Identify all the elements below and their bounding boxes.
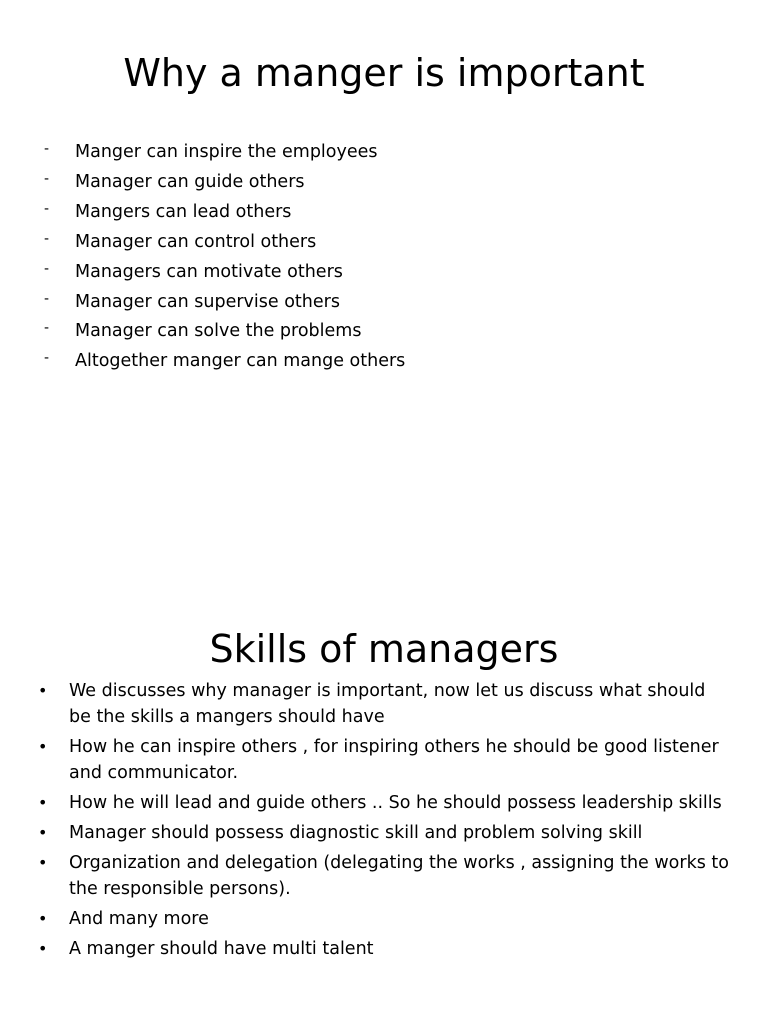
slide-skills-of-managers bbox=[0, 512, 768, 1024]
list-item bbox=[0, 906, 740, 932]
dash-marker: - bbox=[44, 290, 50, 307]
list-item-text: And many more bbox=[69, 909, 209, 929]
dash-marker: - bbox=[44, 350, 50, 367]
list-item-text: Manager can supervise others bbox=[75, 291, 340, 312]
slide-title: Why a manger is important bbox=[123, 51, 645, 95]
slide-title: Skills of managers bbox=[209, 627, 559, 671]
list-item bbox=[0, 198, 405, 228]
list-item bbox=[0, 347, 405, 377]
list-item-text: We discusses why manager is important, now let us discuss what should be the skills a mangers should have bbox=[69, 681, 706, 727]
reasons-list bbox=[0, 138, 405, 377]
dash-marker: - bbox=[44, 141, 50, 157]
bullet-marker: • bbox=[38, 823, 48, 842]
list-item bbox=[0, 317, 405, 347]
list-item bbox=[0, 168, 405, 198]
list-item-text: Mangers can lead others bbox=[75, 201, 292, 222]
list-item bbox=[0, 790, 740, 816]
dash-marker: - bbox=[44, 170, 50, 187]
list-item bbox=[0, 850, 740, 902]
list-item-text: Manager should possess diagnostic skill and problem solving skill bbox=[69, 823, 643, 843]
dash-marker: - bbox=[44, 200, 50, 217]
list-item-text: Manager can solve the problems bbox=[75, 321, 362, 342]
list-item-text: Manager can guide others bbox=[75, 171, 305, 192]
skills-list bbox=[0, 678, 740, 966]
bullet-marker: • bbox=[38, 939, 48, 958]
dash-marker: - bbox=[44, 230, 50, 247]
list-item bbox=[0, 820, 740, 846]
list-item-text: Managers can motivate others bbox=[75, 261, 343, 282]
bullet-marker: • bbox=[38, 793, 48, 812]
list-item-text: Manger can inspire the employees bbox=[75, 142, 378, 162]
list-item bbox=[0, 734, 740, 786]
list-item-text: How he will lead and guide others .. So he should possess leadership skills bbox=[69, 793, 722, 813]
list-item bbox=[0, 258, 405, 288]
dash-marker: - bbox=[44, 260, 50, 277]
list-item bbox=[0, 228, 405, 258]
list-item bbox=[0, 678, 740, 730]
list-item bbox=[0, 288, 405, 318]
list-item-text: Organization and delegation (delegating the works , assigning the works to the responsible persons). bbox=[69, 853, 729, 899]
bullet-marker: • bbox=[38, 853, 48, 872]
list-item-text: Manager can control others bbox=[75, 231, 317, 252]
list-item bbox=[0, 138, 405, 168]
dash-marker: - bbox=[44, 320, 50, 337]
bullet-marker: • bbox=[38, 681, 48, 700]
list-item-text: Altogether manger can mange others bbox=[75, 351, 406, 372]
list-item bbox=[0, 936, 740, 962]
list-item-text: A manger should have multi talent bbox=[69, 939, 374, 959]
bullet-marker: • bbox=[38, 737, 48, 756]
bullet-marker: • bbox=[38, 909, 48, 928]
list-item-text: How he can inspire others , for inspiring others he should be good listener and communicator. bbox=[69, 737, 719, 783]
